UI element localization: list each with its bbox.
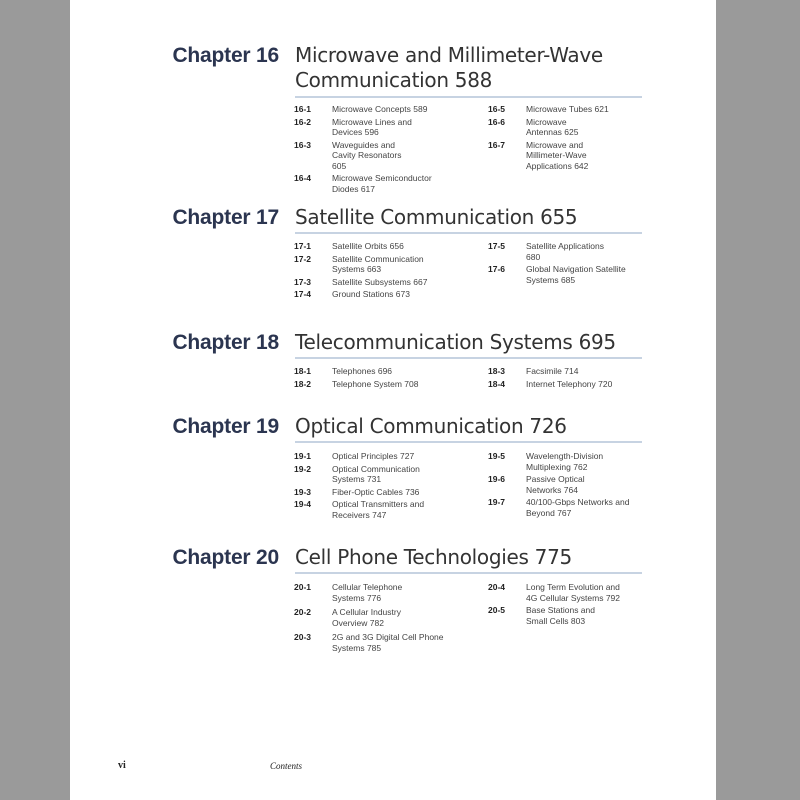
section-entry — [488, 264, 636, 285]
chapter-title: Optical Communication 726 — [295, 414, 567, 438]
section-title: Long Term Evolution and 4G Cellular Systems 792 — [526, 582, 621, 603]
section-entry — [488, 104, 644, 115]
section-number: 16-2 — [294, 116, 312, 127]
section-number: 19-6 — [488, 474, 506, 484]
section-title: Fiber-Optic Cables 736 — [332, 486, 420, 497]
section-title: Telephone System 708 — [332, 378, 419, 389]
section-entry — [488, 582, 626, 603]
chapter-rule — [295, 96, 642, 98]
section-entry — [488, 140, 644, 172]
section-number: 18-2 — [294, 378, 312, 389]
chapter-title: Microwave and Millimeter-Wave Communication 588 — [295, 43, 603, 92]
section-number: 17-3 — [294, 276, 312, 287]
section-entry — [294, 241, 450, 252]
section-number: 17-4 — [294, 289, 312, 299]
section-number: 16-6 — [488, 116, 506, 127]
section-entry — [488, 379, 644, 390]
section-column-left — [294, 366, 450, 391]
chapter-label: Chapter 16 — [172, 44, 279, 67]
section-entry — [488, 451, 638, 472]
section-entry — [294, 487, 450, 498]
chapter-rule — [295, 232, 642, 234]
running-head: Contents — [270, 761, 303, 771]
section-entry — [488, 117, 644, 138]
section-title: Telephones 696 — [332, 366, 393, 376]
section-entry — [294, 117, 450, 138]
section-entry — [488, 366, 644, 377]
chapter-label: Chapter 17 — [172, 206, 279, 229]
section-column-left — [294, 582, 444, 655]
section-entry — [294, 277, 450, 288]
section-title: Satellite Orbits 656 — [332, 241, 404, 251]
section-number: 18-1 — [294, 366, 312, 376]
section-entry — [294, 582, 444, 603]
section-entry — [294, 366, 450, 377]
chapter-label: Chapter 20 — [172, 546, 279, 569]
section-number: 19-2 — [294, 463, 312, 474]
chapter-title: Satellite Communication 655 — [295, 205, 578, 229]
section-title: Optical Communication Systems 731 — [332, 463, 420, 484]
section-number: 16-3 — [294, 139, 312, 150]
section-title: Waveguides and Cavity Resonators 605 — [332, 139, 402, 171]
section-entry — [294, 499, 450, 520]
section-entry — [488, 474, 638, 495]
section-title: Internet Telephony 720 — [526, 378, 613, 389]
section-title: Optical Transmitters and Receivers 747 — [332, 499, 425, 520]
section-title: Facsimile 714 — [526, 366, 579, 376]
section-number: 19-1 — [294, 451, 312, 461]
section-number: 20-3 — [294, 632, 312, 642]
section-column-left — [294, 241, 450, 302]
page-folio: vi — [118, 760, 126, 771]
section-number: 17-2 — [294, 253, 312, 264]
section-number: 20-2 — [294, 607, 312, 617]
section-entry — [294, 379, 450, 390]
section-title: 2G and 3G Digital Cell Phone Systems 785 — [332, 632, 444, 653]
section-entry — [488, 241, 636, 262]
chapter-title: Telecommunication Systems 695 — [295, 330, 616, 354]
chapter-label: Chapter 18 — [172, 331, 279, 354]
section-entry — [294, 289, 450, 300]
section-entry — [294, 632, 444, 653]
section-column-left — [294, 451, 450, 522]
section-entry — [294, 464, 450, 485]
section-number: 16-4 — [294, 173, 312, 183]
section-column-left — [294, 104, 450, 196]
section-entry — [294, 140, 450, 172]
chapter-label: Chapter 19 — [172, 415, 279, 438]
section-number: 16-1 — [294, 104, 312, 114]
section-title: Ground Stations 673 — [332, 289, 410, 299]
section-number: 19-4 — [294, 499, 312, 509]
document-page — [70, 0, 716, 800]
section-number: 19-3 — [294, 486, 312, 497]
section-title: Satellite Communication Systems 663 — [332, 253, 424, 274]
section-entry — [488, 497, 638, 518]
section-title: Base Stations and Small Cells 803 — [526, 605, 595, 626]
section-number: 16-5 — [488, 104, 506, 114]
section-column-right — [488, 104, 644, 173]
section-number: 18-3 — [488, 366, 506, 376]
section-entry — [294, 451, 450, 462]
section-title: Microwave Antennas 625 — [526, 116, 579, 137]
section-column-right — [488, 582, 626, 628]
section-title: 40/100-Gbps Networks and Beyond 767 — [526, 497, 630, 518]
section-column-right — [488, 366, 644, 391]
section-title: Satellite Subsystems 667 — [332, 276, 428, 287]
section-entry — [294, 173, 450, 194]
section-entry — [488, 605, 626, 626]
section-title: Microwave and Millimeter-Wave Applications 642 — [526, 139, 589, 171]
section-number: 20-1 — [294, 582, 312, 592]
section-title: Microwave Concepts 589 — [332, 104, 428, 114]
section-title: Global Navigation Satellite Systems 685 — [526, 264, 626, 285]
section-number: 17-5 — [488, 241, 506, 251]
section-number: 17-6 — [488, 264, 506, 274]
chapter-title: Cell Phone Technologies 775 — [295, 545, 572, 569]
section-number: 18-4 — [488, 378, 506, 389]
section-number: 19-7 — [488, 497, 506, 507]
chapter-rule — [295, 441, 642, 443]
section-entry — [294, 104, 450, 115]
section-title: A Cellular Industry Overview 782 — [332, 607, 401, 628]
section-title: Microwave Lines and Devices 596 — [332, 116, 412, 137]
section-title: Cellular Telephone Systems 776 — [332, 582, 403, 603]
section-entry — [294, 607, 444, 628]
chapter-rule — [295, 572, 642, 574]
section-title: Optical Principles 727 — [332, 451, 415, 461]
section-title: Microwave Semiconductor Diodes 617 — [332, 173, 432, 194]
section-title: Passive Optical Networks 764 — [526, 474, 585, 495]
section-number: 17-1 — [294, 241, 312, 251]
section-column-right — [488, 451, 638, 520]
section-number: 19-5 — [488, 451, 506, 461]
section-column-right — [488, 241, 636, 287]
section-title: Wavelength-Division Multiplexing 762 — [526, 451, 604, 472]
section-number: 20-4 — [488, 582, 506, 592]
section-number: 20-5 — [488, 605, 506, 615]
chapter-rule — [295, 357, 642, 359]
section-number: 16-7 — [488, 139, 506, 150]
section-title: Satellite Applications 680 — [526, 241, 604, 262]
section-entry — [294, 254, 450, 275]
section-title: Microwave Tubes 621 — [526, 104, 609, 114]
